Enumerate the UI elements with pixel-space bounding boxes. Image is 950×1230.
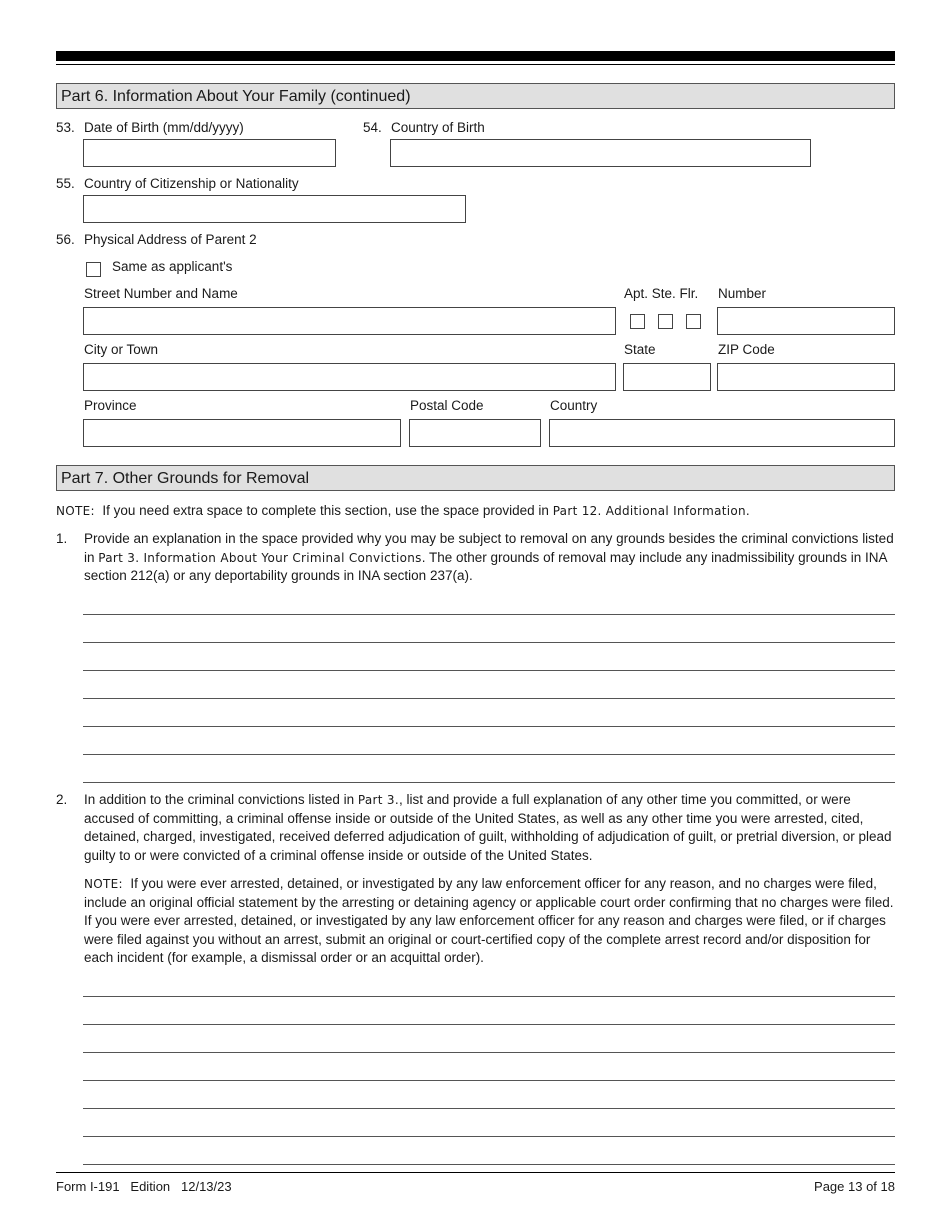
- postal-field[interactable]: [409, 419, 541, 447]
- answer-line: [83, 1136, 895, 1137]
- zip-field[interactable]: [717, 363, 895, 391]
- footer-form-edition: Form I-191 Edition 12/13/23: [56, 1179, 232, 1194]
- part6-header: Part 6. Information About Your Family (continued): [56, 83, 895, 109]
- answer-line: [83, 1080, 895, 1081]
- q55-number: 55.: [56, 176, 75, 191]
- q1-ref: Part 3. Information About Your Criminal Convictions: [98, 550, 422, 565]
- part7-header: Part 7. Other Grounds for Removal: [56, 465, 895, 491]
- city-field[interactable]: [83, 363, 616, 391]
- top-rule-thick: [56, 51, 895, 61]
- answer-line: [83, 726, 895, 727]
- q54-label: Country of Birth: [391, 120, 485, 135]
- q2-note-text: If you were ever arrested, detained, or investigated by any law enforcement officer for any reason, and no charges were filed, include an original official statement by the arresting or detaining agency or applicable court order confirming that no charges were filed. If you were ever arrested, detained, or investigated by any law enforcement officer for any reason and charges were filed, or if charges were filed against you without an arrest, submit an original or court-certified copy of the complete arrest record and/or disposition for each incident (for example, a dismissal order or an acquittal order).: [84, 876, 894, 965]
- part7-note-text: If you need extra space to complete this section, use the space provided in: [102, 503, 549, 518]
- q1-number: 1.: [56, 531, 68, 546]
- q1-text-b: . The other grounds of removal may include any inadmissibility grounds in INA section 212(a) or any deportability grounds in INA section 237(a).: [84, 549, 887, 583]
- answer-line: [83, 782, 895, 783]
- same-as-applicant-label: Same as applicant's: [112, 259, 233, 274]
- q2-text-b: , list and provide a full explanation of any other time you committed, or were accused of committing, a criminal offense inside or outside of the United States, as well as any other time you were arrested, cited, detained, charged, investigated, received deferred adjudication of guilt, withholding of adjudication of guilt, or pretrial diversion, or plead guilty to or were convicted of a criminal offense inside or outside of the United States.: [84, 792, 892, 863]
- answer-line: [83, 754, 895, 755]
- q53-label: Date of Birth (mm/dd/yyyy): [84, 120, 244, 135]
- province-field[interactable]: [83, 419, 401, 447]
- date-of-birth-field[interactable]: [83, 139, 336, 167]
- footer-page-number: Page 13 of 18: [814, 1179, 895, 1194]
- part7-note-label: NOTE:: [56, 504, 95, 518]
- answer-line: [83, 1024, 895, 1025]
- province-label: Province: [84, 398, 137, 413]
- state-label: State: [624, 342, 656, 357]
- q2-note: [84, 875, 896, 968]
- country-label: Country: [550, 398, 598, 413]
- answer-line: [83, 996, 895, 997]
- flr-checkbox[interactable]: [686, 314, 701, 329]
- country-of-birth-field[interactable]: [390, 139, 811, 167]
- apt-checkbox[interactable]: [630, 314, 645, 329]
- answer-line: [83, 698, 895, 699]
- footer-rule: [56, 1172, 895, 1173]
- number-field[interactable]: [717, 307, 895, 335]
- answer-line: [83, 642, 895, 643]
- q1-text: [84, 530, 896, 586]
- q2-text-a: In addition to the criminal convictions listed in: [84, 792, 355, 807]
- part7-note-ref: Part 12. Additional Information: [552, 504, 746, 518]
- q56-label: Physical Address of Parent 2: [84, 232, 257, 247]
- apt-ste-flr-label: Apt. Ste. Flr.: [624, 286, 699, 301]
- same-as-applicant-checkbox[interactable]: [86, 262, 101, 277]
- postal-label: Postal Code: [410, 398, 484, 413]
- part7-note: [56, 502, 750, 520]
- zip-label: ZIP Code: [718, 342, 775, 357]
- answer-line: [83, 1108, 895, 1109]
- answer-line: [83, 1164, 895, 1165]
- ste-checkbox[interactable]: [658, 314, 673, 329]
- part7-note-end: .: [745, 503, 750, 518]
- answer-line: [83, 1052, 895, 1053]
- q55-label: Country of Citizenship or Nationality: [84, 176, 299, 191]
- q54-number: 54.: [363, 120, 382, 135]
- street-label: Street Number and Name: [84, 286, 238, 301]
- q56-number: 56.: [56, 232, 75, 247]
- number-label: Number: [718, 286, 767, 301]
- city-label: City or Town: [84, 342, 159, 357]
- state-select[interactable]: [623, 363, 711, 391]
- q2-number: 2.: [56, 792, 68, 807]
- answer-line: [83, 614, 895, 615]
- q2-text: [84, 791, 896, 865]
- q2-ref: Part 3.: [357, 793, 399, 807]
- q53-number: 53.: [56, 120, 75, 135]
- answer-line: [83, 670, 895, 671]
- country-field[interactable]: [549, 419, 895, 447]
- q2-note-label: NOTE:: [84, 877, 123, 891]
- top-rule-thin: [56, 64, 895, 65]
- q1-text-a: Provide an explanation in the space provided why you may be subject to removal on any grounds besides the criminal convictions listed in: [84, 531, 894, 565]
- citizenship-field[interactable]: [83, 195, 466, 223]
- street-field[interactable]: [83, 307, 616, 335]
